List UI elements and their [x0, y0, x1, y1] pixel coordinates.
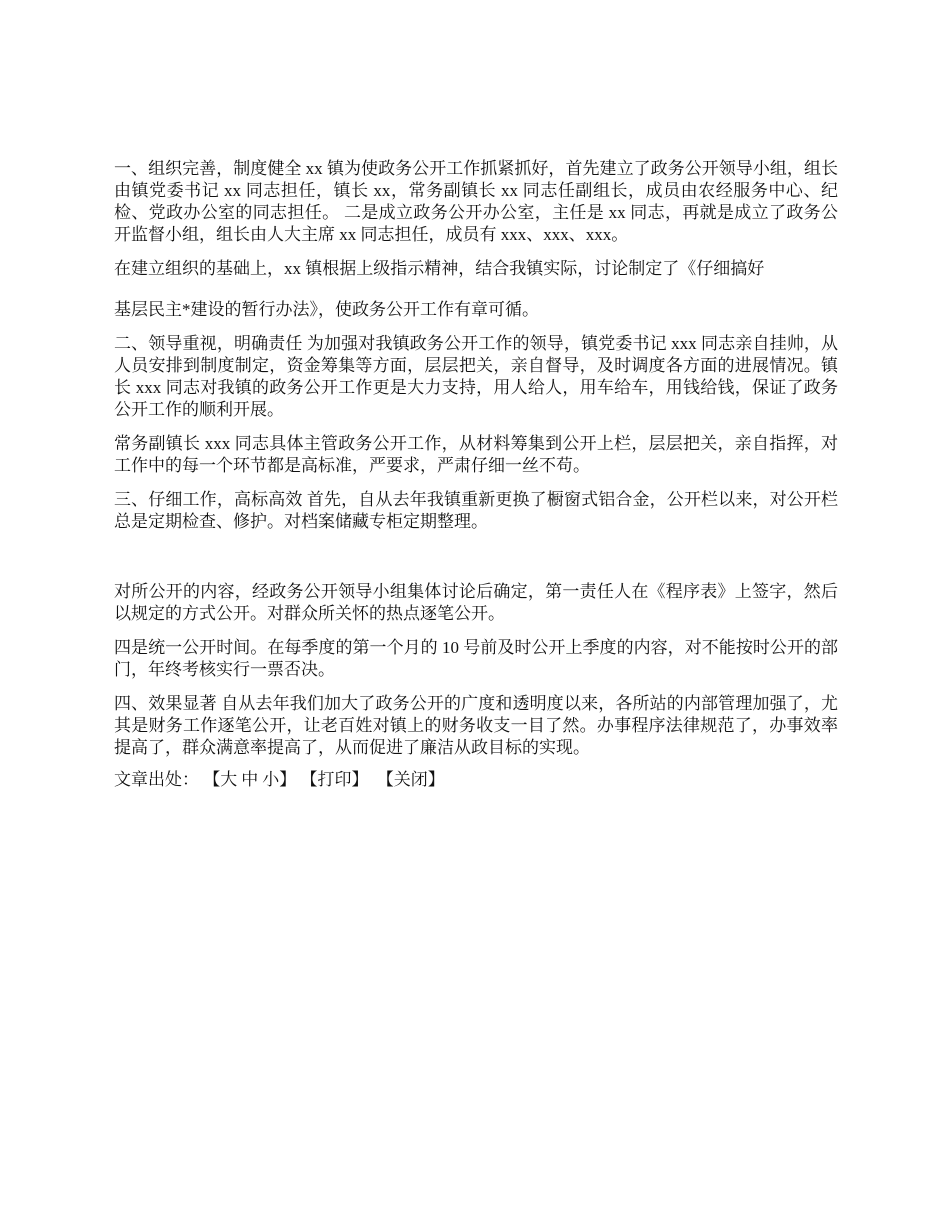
paragraph-organization: 一、组织完善，制度健全 xx 镇为使政务公开工作抓紧抓好，首先建立了政务公开领导小组，组长由镇党委书记 xx 同志担任，镇长 xx，常务副镇长 xx 同志任副组长，成员由农经服务中心、纪检、党政办公室的同志担任。 二是成立政务公开办公室，主任是 xx 同志，再就是成立了政务公开监督小组，组长由人大主席 xx 同志担任，成员有 xxx、xxx、xxx。 [114, 159, 838, 244]
paragraph-unified-time: 四是统一公开时间。在每季度的第一个月的 10 号前及时公开上季度的内容，对不能按时公开的部门，年终考核实行一票否决。 [114, 638, 838, 679]
font-size-small-link[interactable]: 小 [262, 770, 280, 789]
document-body [114, 158, 838, 791]
size-bracket-open: 【 [203, 770, 221, 789]
paragraph-disclosure-content: 对所公开的内容，经政务公开领导小组集体讨论后确定，第一责任人在《程序表》上签字，然后以规定的方式公开。对群众所关怀的热点逐笔公开。 [114, 582, 838, 623]
source-label: 文章出处： [114, 770, 199, 789]
size-bracket-close: 】 [279, 770, 297, 789]
paragraph-careful-work: 三、仔细工作，高标高效 首先，自从去年我镇重新更换了橱窗式铝合金，公开栏以来，对公开栏总是定期检查、修护。对档案储藏专柜定期整理。 [114, 490, 838, 531]
paragraph-deputy-mayor: 常务副镇长 xxx 同志具体主管政务公开工作，从材料筹集到公开上栏，层层把关，亲自指挥，对工作中的每一个环节都是高标准，严要求，严肃仔细一丝不苟。 [114, 434, 838, 475]
article-footer [114, 769, 838, 791]
font-size-large-link[interactable]: 大 [220, 770, 238, 789]
font-size-medium-link[interactable]: 中 [241, 770, 259, 789]
paragraph-leadership: 二、领导重视，明确责任 为加强对我镇政务公开工作的领导，镇党委书记 xxx 同志亲自挂帅，从人员安排到制度制定，资金筹集等方面，层层把关，亲自督导，及时调度各方面的进展情况。镇长 xxx 同志对我镇的政务公开工作更是大力支持，用人给人，用车给车，用钱给钱，保证了政务公开工作的顺利开展。 [114, 334, 838, 419]
font-size-controls [203, 769, 296, 791]
paragraph-organization-basis: 在建立组织的基础上，xx 镇根据上级指示精神，结合我镇实际，讨论制定了《仔细搞好 [114, 259, 765, 278]
paragraph-interim-measures: 基层民主*建设的暂行办法》，使政务公开工作有章可循。 [114, 300, 539, 319]
close-link[interactable]: 【关闭】 [376, 770, 445, 789]
print-link[interactable]: 【打印】 [300, 770, 369, 789]
paragraph-results: 四、效果显著 自从去年我们加大了政务公开的广度和透明度以来，各所站的内部管理加强了，尤其是财务工作逐笔公开，让老百姓对镇上的财务收支一目了然。办事程序法律规范了，办事效率提高了，群众满意率提高了，从而促进了廉洁从政目标的实现。 [114, 694, 838, 757]
